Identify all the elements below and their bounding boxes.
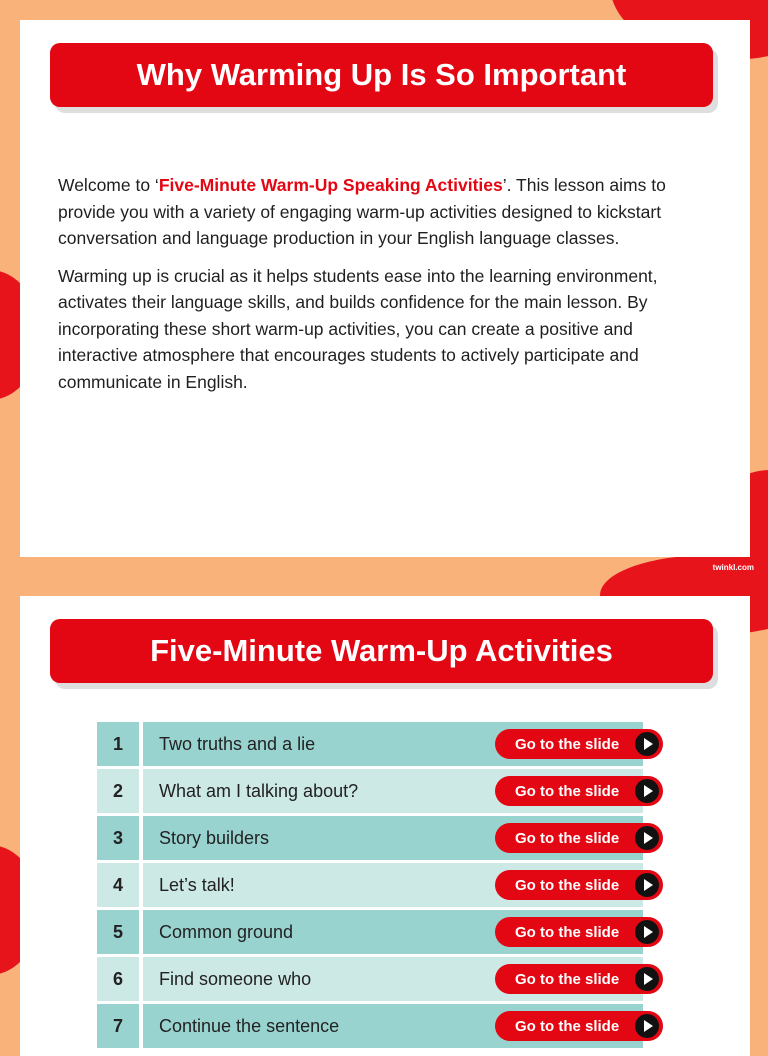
activity-row: [97, 769, 667, 813]
go-to-slide-label: Go to the slide: [515, 970, 620, 988]
activity-number: 6: [97, 957, 139, 1001]
activity-row: [97, 1004, 667, 1048]
intro-paragraph: [58, 172, 698, 252]
play-icon: [635, 873, 659, 897]
play-icon: [635, 826, 659, 850]
play-icon: [635, 967, 659, 991]
intro-text-end: ’. This lesson aims to provide you with a variety of engaging warm-up activities designed to kickstart conversation and language production in your English language classes.: [58, 175, 666, 248]
play-icon: [635, 1014, 659, 1038]
activity-row: [97, 816, 667, 860]
activity-label: Continue the sentence: [143, 1004, 643, 1048]
go-to-slide-button[interactable]: [495, 1011, 663, 1041]
reason-paragraph: Warming up is crucial as it helps students ease into the learning environment, activates their language skills, and builds confidence for the main lesson. By incorporating these short warm-up activities, you can create a positive and interactive atmosphere that encourages students to actively participate and communicate in English.: [58, 265, 658, 392]
activity-row: [97, 910, 667, 954]
activity-label: Two truths and a lie: [143, 722, 643, 766]
activity-row: [97, 863, 667, 907]
twinkl-watermark: twinkl.com: [712, 563, 754, 572]
go-to-slide-button[interactable]: [495, 823, 663, 853]
go-to-slide-label: Go to the slide: [515, 876, 620, 894]
go-to-slide-button[interactable]: [495, 776, 663, 806]
slide-title: Five-Minute Warm-Up Activities: [50, 619, 713, 683]
activity-row: [97, 722, 667, 766]
go-to-slide-button[interactable]: [495, 729, 663, 759]
go-to-slide-button[interactable]: [495, 964, 663, 994]
go-to-slide-button[interactable]: [495, 917, 663, 947]
slide-activities: [20, 596, 750, 1056]
activity-label: Common ground: [143, 910, 643, 954]
activity-label: Let’s talk!: [143, 863, 643, 907]
slide-body: [58, 172, 698, 406]
activity-number: 5: [97, 910, 139, 954]
go-to-slide-label: Go to the slide: [515, 923, 620, 941]
activity-number: 4: [97, 863, 139, 907]
play-icon: [635, 920, 659, 944]
activity-number: 2: [97, 769, 139, 813]
go-to-slide-label: Go to the slide: [515, 1017, 620, 1035]
activity-list: [97, 722, 667, 1051]
activity-label: Story builders: [143, 816, 643, 860]
play-icon: [635, 779, 659, 803]
activity-number: 1: [97, 722, 139, 766]
lesson-name-highlight: Five-Minute Warm-Up Speaking Activities: [158, 175, 503, 195]
intro-text-start: Welcome to ‘: [58, 175, 159, 195]
slide-title: Why Warming Up Is So Important: [50, 43, 713, 107]
go-to-slide-label: Go to the slide: [515, 829, 620, 847]
slide-why-warming-up: [20, 20, 750, 557]
go-to-slide-label: Go to the slide: [515, 782, 620, 800]
activity-row: [97, 957, 667, 1001]
activity-label: Find someone who: [143, 957, 643, 1001]
play-icon: [635, 732, 659, 756]
activity-label: What am I talking about?: [143, 769, 643, 813]
go-to-slide-label: Go to the slide: [515, 735, 620, 753]
activity-number: 3: [97, 816, 139, 860]
go-to-slide-button[interactable]: [495, 870, 663, 900]
activity-number: 7: [97, 1004, 139, 1048]
